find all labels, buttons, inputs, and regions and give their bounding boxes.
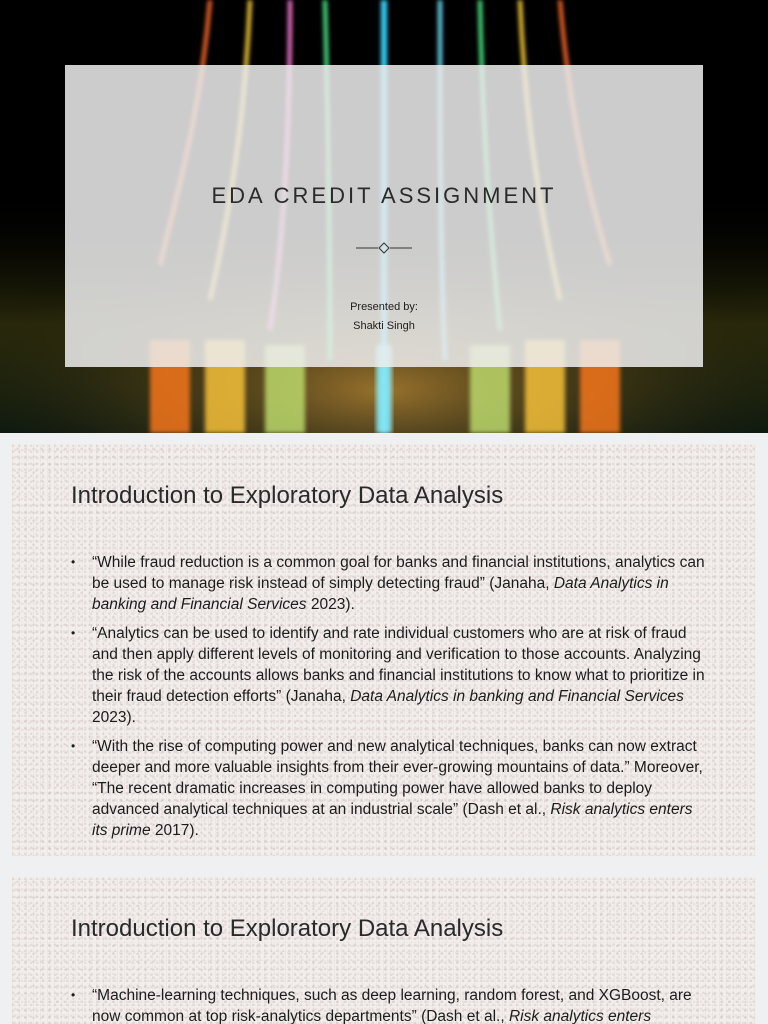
bullet-item: • “Analytics can be used to identify and rate individual customers who are at risk of fraud and then apply different levels of monitoring and verification to those accounts. Analyzing the risk of the accounts allows banks and financial institutions to know what to prioritize in their fraud detection efforts” (Janaha, Data Analytics in banking and Financial Services 2023). [71,625,705,726]
presenter-name: Shakti Singh [353,320,415,332]
bullet-icon: • [71,626,76,640]
bullet-item: • “While fraud reduction is a common goal for banks and financial institutions, analytics can be used to manage risk instead of simply detecting fraud” (Janaha, Data Analytics in banking and Financial Services 2023). [71,554,705,613]
deck-title: EDA CREDIT ASSIGNMENT [211,183,557,208]
bullet-list [71,552,705,849]
title-slide [0,0,768,433]
bullet-icon: • [71,555,76,569]
bullet-item: • “With the rise of computing power and new analytical techniques, banks can now extract deeper and more valuable insights from their ever-growing mountains of data.” Moreover, “The recent dramatic increases in computing power have allowed banks to deploy advanced analytical techniques at an industrial scale” (Dash et al., Risk analytics enters its prime 2017). [71,738,703,839]
slide-heading: Introduction to Exploratory Data Analysis [71,915,504,942]
bullet-icon: • [71,988,76,1002]
bullet-item: • “Machine-learning techniques, such as deep learning, random forest, and XGBoost, are now common at top risk-analytics departments” (Dash et al., Risk analytics enters [71,987,692,1024]
slide-heading: Introduction to Exploratory Data Analysis [71,482,504,509]
presented-by-label: Presented by: [350,301,418,313]
slide-intro-eda-2 [12,877,756,1024]
bullet-list [71,985,705,1024]
slide-intro-eda-1 [12,444,756,856]
bullet-icon: • [71,739,76,753]
diamond-divider-icon [356,241,412,255]
